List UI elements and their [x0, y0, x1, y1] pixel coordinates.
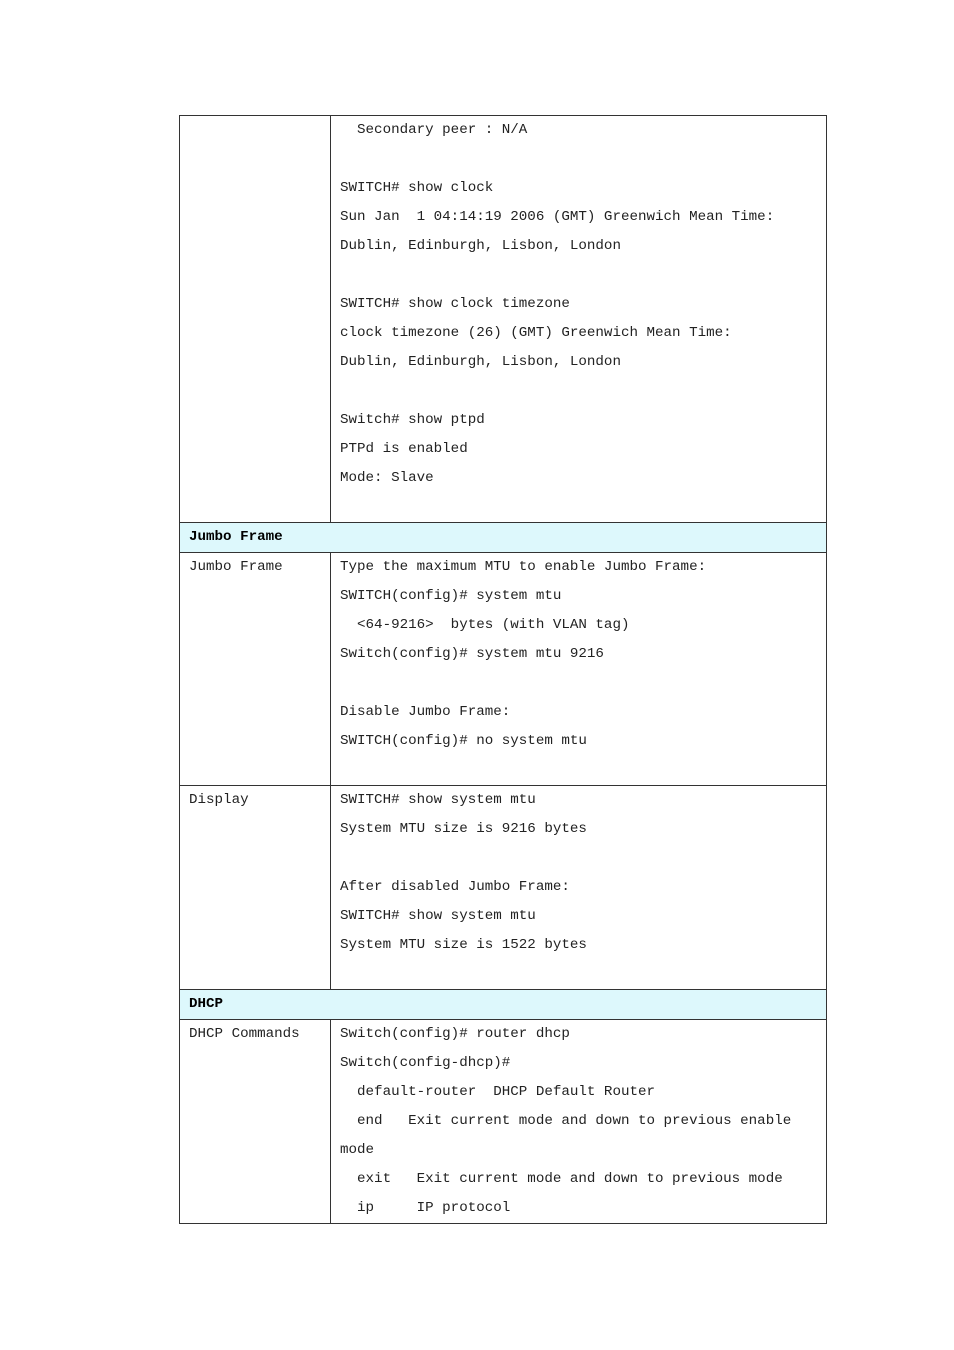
command-line: Switch# show ptpd: [340, 412, 485, 428]
command-cell: [331, 1020, 827, 1224]
command-line: SWITCH# show clock timezone: [340, 296, 570, 312]
command-line: [340, 960, 826, 989]
command-line: clock timezone (26) (GMT) Greenwich Mean Time:: [340, 325, 732, 341]
command-line: After disabled Jumbo Frame:: [340, 879, 570, 895]
command-line: end Exit current mode and down to previous enable: [340, 1113, 792, 1129]
command-cell: [331, 786, 827, 990]
command-line: Dublin, Edinburgh, Lisbon, London: [340, 354, 621, 370]
command-line: ip IP protocol: [340, 1200, 511, 1216]
feature-cell: [180, 1020, 331, 1224]
command-line: [340, 261, 826, 290]
command-line: Type the maximum MTU to enable Jumbo Frame:: [340, 559, 707, 575]
feature-cell: [180, 553, 331, 786]
command-line: PTPd is enabled: [340, 441, 468, 457]
command-line: SWITCH# show system mtu: [340, 792, 536, 808]
command-line: Switch(config-dhcp)#: [340, 1055, 511, 1071]
command-line: default-router DHCP Default Router: [340, 1084, 656, 1100]
command-line: SWITCH(config)# no system mtu: [340, 733, 587, 749]
command-line: Dublin, Edinburgh, Lisbon, London: [340, 238, 621, 254]
command-line: Sun Jan 1 04:14:19 2006 (GMT) Greenwich Mean Time:: [340, 209, 775, 225]
command-line: Mode: Slave: [340, 470, 434, 486]
section-title: Jumbo Frame: [180, 523, 827, 553]
command-line: Switch(config)# router dhcp: [340, 1026, 570, 1042]
command-line: System MTU size is 9216 bytes: [340, 821, 587, 837]
feature-label: Display: [189, 792, 249, 808]
feature-label: DHCP Commands: [189, 1026, 300, 1042]
command-line: [340, 844, 826, 873]
command-line: [340, 377, 826, 406]
command-line: SWITCH(config)# system mtu: [340, 588, 562, 604]
table-row: [180, 553, 827, 786]
command-line: SWITCH# show system mtu: [340, 908, 536, 924]
command-line: [340, 493, 826, 522]
table-row: [180, 1020, 827, 1224]
command-line: Disable Jumbo Frame:: [340, 704, 511, 720]
command-line: [340, 756, 826, 785]
command-line: [340, 669, 826, 698]
section-header-dhcp: [180, 990, 827, 1020]
feature-cell-empty: [180, 116, 331, 523]
command-line: exit Exit current mode and down to previous mode: [340, 1171, 783, 1187]
table-row: [180, 116, 827, 523]
section-title: DHCP: [180, 990, 827, 1020]
command-line: System MTU size is 1522 bytes: [340, 937, 587, 953]
command-line: [340, 145, 826, 174]
command-cell: [331, 116, 827, 523]
command-reference-table: [179, 115, 827, 1224]
command-line: Switch(config)# system mtu 9216: [340, 646, 604, 662]
section-header-jumbo-frame: [180, 523, 827, 553]
table-row: [180, 786, 827, 990]
command-line: mode: [340, 1142, 375, 1158]
feature-label: Jumbo Frame: [189, 559, 283, 575]
command-line: SWITCH# show clock: [340, 180, 494, 196]
command-cell: [331, 553, 827, 786]
feature-cell: [180, 786, 331, 990]
command-line: Secondary peer : N/A: [340, 122, 528, 138]
command-line: <64-9216> bytes (with VLAN tag): [340, 617, 630, 633]
